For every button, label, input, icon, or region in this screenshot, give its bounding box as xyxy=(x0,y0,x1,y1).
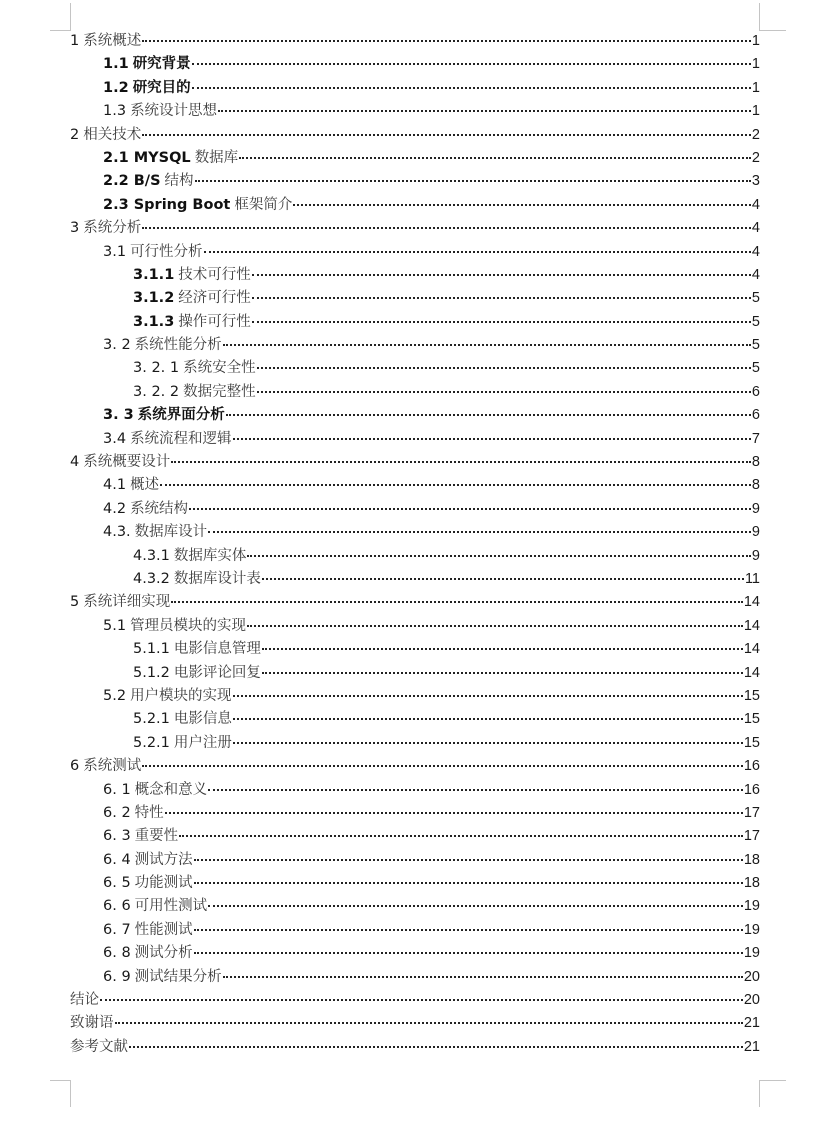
toc-entry-page-number: 16 xyxy=(743,758,760,775)
toc-entry-title: 管理员模块的实现 xyxy=(130,617,247,634)
toc-entry-page-number: 21 xyxy=(743,1015,760,1032)
corner-mark-top-right-h xyxy=(759,30,786,31)
toc-entry-page-number: 16 xyxy=(743,781,760,798)
dot-leader xyxy=(252,321,751,323)
dot-leader xyxy=(262,672,743,674)
toc-entry-page-number: 4 xyxy=(751,243,760,260)
dot-leader xyxy=(189,508,751,510)
toc-entry-number: 3.1.3 xyxy=(133,313,175,330)
dot-leader xyxy=(208,905,743,907)
toc-entry-page-number: 18 xyxy=(743,851,760,868)
toc-entry-title: 相关技术 xyxy=(83,126,142,143)
toc-entry-title: 系统安全性 xyxy=(183,360,256,377)
toc-entry[interactable] xyxy=(70,638,760,661)
toc-entry-number: 6. 2 xyxy=(103,804,131,821)
dot-leader xyxy=(194,952,743,954)
toc-entry-page-number: 1 xyxy=(751,33,760,49)
toc-entry[interactable] xyxy=(70,966,760,989)
toc-entry-number: 6. 7 xyxy=(103,921,131,938)
dot-leader xyxy=(239,157,751,159)
toc-entry-title: 数据完整性 xyxy=(183,383,256,400)
toc-entry-page-number: 15 xyxy=(743,734,760,751)
dot-leader xyxy=(142,40,751,42)
toc-entry-number: 3. 2. 2 xyxy=(133,383,180,400)
toc-entry-title: 可行性分析 xyxy=(130,243,203,260)
toc-entry-title: 结论 xyxy=(70,992,99,1009)
toc-entry-number: 5.1 xyxy=(103,617,127,634)
toc-entry-page-number: 1 xyxy=(751,79,760,96)
toc-entry-page-number: 11 xyxy=(744,570,760,587)
toc-entry-page-number: 4 xyxy=(751,220,760,237)
dot-leader xyxy=(194,882,743,884)
toc-entry-page-number: 20 xyxy=(743,968,760,985)
dot-leader xyxy=(223,976,743,978)
dot-leader xyxy=(293,204,751,206)
toc-entry-title: 框架简介 xyxy=(234,196,293,213)
dot-leader xyxy=(252,274,751,276)
toc-entry-page-number: 14 xyxy=(743,594,760,611)
toc-entry[interactable] xyxy=(70,1012,760,1035)
toc-entry[interactable] xyxy=(70,357,760,380)
dot-leader xyxy=(223,344,751,346)
toc-entry[interactable] xyxy=(70,1036,760,1059)
toc-entry[interactable] xyxy=(70,170,760,193)
toc-entry-page-number: 17 xyxy=(743,804,760,821)
toc-entry-number: 3.1 xyxy=(103,243,127,260)
dot-leader xyxy=(142,765,743,767)
toc-entry-number: 5.1.1 xyxy=(133,641,170,658)
dot-leader xyxy=(171,461,751,463)
toc-entry-title: 概述 xyxy=(130,477,160,494)
toc-entry-page-number: 19 xyxy=(743,921,760,938)
corner-mark-bottom-right-h xyxy=(759,1080,786,1081)
toc-entry-page-number: 5 xyxy=(751,337,760,354)
toc-entry-title: 用户模块的实现 xyxy=(130,687,232,704)
dot-leader xyxy=(247,625,743,627)
toc-entry[interactable] xyxy=(70,77,760,100)
toc-entry-page-number: 9 xyxy=(751,524,760,541)
toc-entry-title: 系统界面分析 xyxy=(137,407,225,424)
corner-mark-bottom-left-h xyxy=(50,1080,71,1081)
toc-entry-page-number: 15 xyxy=(743,711,760,728)
toc-entry[interactable] xyxy=(70,708,760,731)
toc-entry-title: 电影信息管理 xyxy=(173,641,261,658)
toc-entry-title: 数据库实体 xyxy=(173,547,247,564)
toc-entry[interactable] xyxy=(70,381,760,404)
toc-entry-title: 测试分析 xyxy=(134,945,193,962)
toc-entry-title: 结构 xyxy=(164,173,194,190)
toc-entry-page-number: 1 xyxy=(751,56,760,73)
toc-entry-title: 功能测试 xyxy=(134,875,193,892)
toc-entry-page-number: 2 xyxy=(751,126,760,143)
toc-entry-number: 4.3.1 xyxy=(133,547,170,564)
toc-entry-number: 2.1 MYSQL xyxy=(103,149,191,166)
toc-entry[interactable] xyxy=(70,989,760,1012)
toc-entry-page-number: 17 xyxy=(743,828,760,845)
toc-entry[interactable] xyxy=(70,825,760,848)
toc-entry[interactable] xyxy=(70,404,760,427)
toc-entry-title: 系统流程和逻辑 xyxy=(130,430,232,447)
toc-entry-page-number: 7 xyxy=(751,430,760,447)
toc-entry[interactable] xyxy=(70,662,760,685)
toc-entry[interactable] xyxy=(70,545,760,568)
toc-entry-page-number: 19 xyxy=(743,945,760,962)
toc-entry-page-number: 8 xyxy=(751,477,760,494)
toc-entry-page-number: 4 xyxy=(751,196,760,213)
toc-entry-title: 测试方法 xyxy=(134,851,193,868)
toc-entry-page-number: 21 xyxy=(743,1038,760,1055)
toc-entry[interactable] xyxy=(70,568,760,591)
toc-entry-number: 6. 9 xyxy=(103,968,131,985)
toc-entry-title: 操作可行性 xyxy=(178,313,251,330)
dot-leader xyxy=(194,859,743,861)
toc-entry[interactable] xyxy=(70,591,760,614)
toc-entry-number: 5.2 xyxy=(103,687,127,704)
toc-entry-page-number: 1 xyxy=(751,103,760,120)
toc-entry-page-number: 14 xyxy=(743,617,760,634)
toc-entry-title: 性能测试 xyxy=(134,921,193,938)
toc-entry[interactable] xyxy=(70,53,760,76)
dot-leader xyxy=(204,251,751,253)
toc-entry-number: 4.2 xyxy=(103,500,127,517)
toc-entry[interactable] xyxy=(70,521,760,544)
toc-entry-number: 5.2.1 xyxy=(133,711,170,728)
dot-leader xyxy=(194,929,743,931)
toc-entry-number: 5 xyxy=(70,594,80,611)
toc-entry[interactable] xyxy=(70,124,760,147)
corner-mark-bottom-left-v xyxy=(70,1080,71,1107)
toc-entry[interactable] xyxy=(70,779,760,802)
toc-entry-number: 4.3.2 xyxy=(133,570,170,587)
dot-leader xyxy=(192,87,751,89)
toc-entry-page-number: 14 xyxy=(743,641,760,658)
dot-leader xyxy=(262,648,743,650)
toc-entry[interactable] xyxy=(70,755,760,778)
toc-entry-title: 电影评论回复 xyxy=(173,664,261,681)
corner-mark-top-right-v xyxy=(759,3,760,30)
toc-entry[interactable] xyxy=(70,30,760,53)
toc-entry-title: 经济可行性 xyxy=(178,290,251,307)
toc-entry[interactable] xyxy=(70,498,760,521)
dot-leader xyxy=(257,391,751,393)
toc-entry-number: 1.2 xyxy=(103,79,129,96)
toc-entry-number: 3.1.2 xyxy=(133,290,175,307)
toc-entry-number: 6. 8 xyxy=(103,945,131,962)
toc-entry-page-number: 5 xyxy=(751,360,760,377)
toc-entry-title: 电影信息 xyxy=(173,711,232,728)
dot-leader xyxy=(233,695,743,697)
toc-entry-number: 3. 2 xyxy=(103,337,131,354)
toc-entry-number: 6. 5 xyxy=(103,875,131,892)
toc-entry[interactable] xyxy=(70,474,760,497)
toc-entry-page-number: 20 xyxy=(743,992,760,1009)
dot-leader xyxy=(115,1022,743,1024)
toc-entry[interactable] xyxy=(70,615,760,638)
toc-entry[interactable] xyxy=(70,217,760,240)
toc-entry-number: 1.3 xyxy=(103,103,127,120)
toc-entry-number: 3. 2. 1 xyxy=(133,360,180,377)
dot-leader xyxy=(160,484,751,486)
dot-leader xyxy=(218,110,751,112)
toc-entry-page-number: 5 xyxy=(751,290,760,307)
toc-entry[interactable] xyxy=(70,241,760,264)
toc-entry-title: 致谢语 xyxy=(70,1015,114,1032)
toc-entry-title: 系统详细实现 xyxy=(83,594,171,611)
toc-entry[interactable] xyxy=(70,451,760,474)
toc-entry[interactable] xyxy=(70,872,760,895)
toc-entry[interactable] xyxy=(70,100,760,123)
toc-entry-title: 研究目的 xyxy=(132,79,191,96)
toc-entry[interactable] xyxy=(70,849,760,872)
table-of-contents xyxy=(70,30,760,1059)
toc-entry-number: 6. 4 xyxy=(103,851,131,868)
dot-leader xyxy=(208,789,743,791)
dot-leader xyxy=(179,835,743,837)
toc-entry-title: 概念和意义 xyxy=(134,781,208,798)
toc-entry[interactable] xyxy=(70,147,760,170)
toc-entry-page-number: 5 xyxy=(751,313,760,330)
toc-entry-title: 特性 xyxy=(134,804,164,821)
dot-leader xyxy=(233,742,743,744)
toc-entry-page-number: 9 xyxy=(751,500,760,517)
toc-entry-number: 1.1 xyxy=(103,56,129,73)
toc-entry-title: 测试结果分析 xyxy=(134,968,222,985)
toc-entry-title: 参考文献 xyxy=(70,1038,128,1055)
corner-mark-top-left-v xyxy=(70,3,71,30)
toc-entry-page-number: 18 xyxy=(743,875,760,892)
dot-leader xyxy=(142,227,751,229)
toc-entry[interactable] xyxy=(70,919,760,942)
toc-entry-title: 数据库 xyxy=(194,149,239,166)
toc-entry-page-number: 19 xyxy=(743,898,760,915)
dot-leader xyxy=(100,999,743,1001)
dot-leader xyxy=(208,531,751,533)
toc-entry-number: 1 xyxy=(70,33,80,49)
toc-entry-number: 2 xyxy=(70,126,80,143)
toc-entry-title: 系统结构 xyxy=(130,500,189,517)
toc-entry-title: 系统概述 xyxy=(83,33,142,49)
corner-mark-bottom-right-v xyxy=(759,1080,760,1107)
toc-entry[interactable] xyxy=(70,287,760,310)
toc-entry-page-number: 9 xyxy=(751,547,760,564)
toc-entry-number: 2.3 Spring Boot xyxy=(103,196,231,213)
toc-entry[interactable] xyxy=(70,311,760,334)
corner-mark-top-left-h xyxy=(50,30,71,31)
toc-entry-title: 系统概要设计 xyxy=(83,454,171,471)
toc-entry-number: 6. 3 xyxy=(103,828,131,845)
dot-leader xyxy=(252,297,751,299)
dot-leader xyxy=(233,718,743,720)
toc-entry-title: 数据库设计表 xyxy=(173,570,261,587)
toc-entry[interactable] xyxy=(70,732,760,755)
toc-entry[interactable] xyxy=(70,428,760,451)
toc-entry-number: 4 xyxy=(70,454,80,471)
toc-entry-title: 系统性能分析 xyxy=(134,337,222,354)
toc-entry-number: 5.2.1 xyxy=(133,734,170,751)
toc-entry-title: 数据库设计 xyxy=(134,524,208,541)
toc-entry-title: 可用性测试 xyxy=(134,898,208,915)
toc-entry[interactable] xyxy=(70,334,760,357)
toc-entry-number: 6 xyxy=(70,758,80,775)
toc-entry-number: 5.1.2 xyxy=(133,664,170,681)
toc-entry-number: 3. 3 xyxy=(103,407,134,424)
toc-entry-title: 技术可行性 xyxy=(178,266,251,283)
dot-leader xyxy=(247,555,751,557)
dot-leader xyxy=(262,578,744,580)
dot-leader xyxy=(142,134,751,136)
toc-entry-number: 4.3. xyxy=(103,524,131,541)
toc-entry-number: 6. 6 xyxy=(103,898,131,915)
dot-leader xyxy=(171,601,743,603)
toc-entry-page-number: 2 xyxy=(751,149,760,166)
dot-leader xyxy=(195,180,751,182)
toc-entry-number: 3.4 xyxy=(103,430,127,447)
toc-entry-page-number: 3 xyxy=(751,173,760,190)
toc-entry[interactable] xyxy=(70,264,760,287)
dot-leader xyxy=(226,414,751,416)
dot-leader xyxy=(192,63,751,65)
dot-leader xyxy=(165,812,743,814)
toc-entry[interactable] xyxy=(70,895,760,918)
toc-entry-page-number: 8 xyxy=(751,454,760,471)
toc-entry[interactable] xyxy=(70,942,760,965)
toc-entry-title: 用户注册 xyxy=(173,734,232,751)
toc-entry-number: 2.2 B/S xyxy=(103,173,161,190)
toc-entry-page-number: 4 xyxy=(751,266,760,283)
dot-leader xyxy=(257,367,751,369)
toc-entry-title: 系统设计思想 xyxy=(130,103,218,120)
toc-entry-title: 重要性 xyxy=(134,828,179,845)
toc-entry-page-number: 15 xyxy=(743,687,760,704)
toc-entry-title: 系统测试 xyxy=(83,758,142,775)
toc-entry-number: 3.1.1 xyxy=(133,266,175,283)
toc-entry[interactable] xyxy=(70,685,760,708)
dot-leader xyxy=(129,1046,743,1048)
toc-entry-number: 6. 1 xyxy=(103,781,131,798)
toc-entry-number: 4.1 xyxy=(103,477,127,494)
toc-entry-number: 3 xyxy=(70,220,80,237)
toc-entry-page-number: 6 xyxy=(751,383,760,400)
toc-entry-title: 研究背景 xyxy=(132,56,191,73)
toc-entry[interactable] xyxy=(70,802,760,825)
toc-entry-page-number: 14 xyxy=(743,664,760,681)
toc-entry-title: 系统分析 xyxy=(83,220,142,237)
dot-leader xyxy=(233,438,751,440)
toc-entry-page-number: 6 xyxy=(751,407,760,424)
toc-entry[interactable] xyxy=(70,194,760,217)
